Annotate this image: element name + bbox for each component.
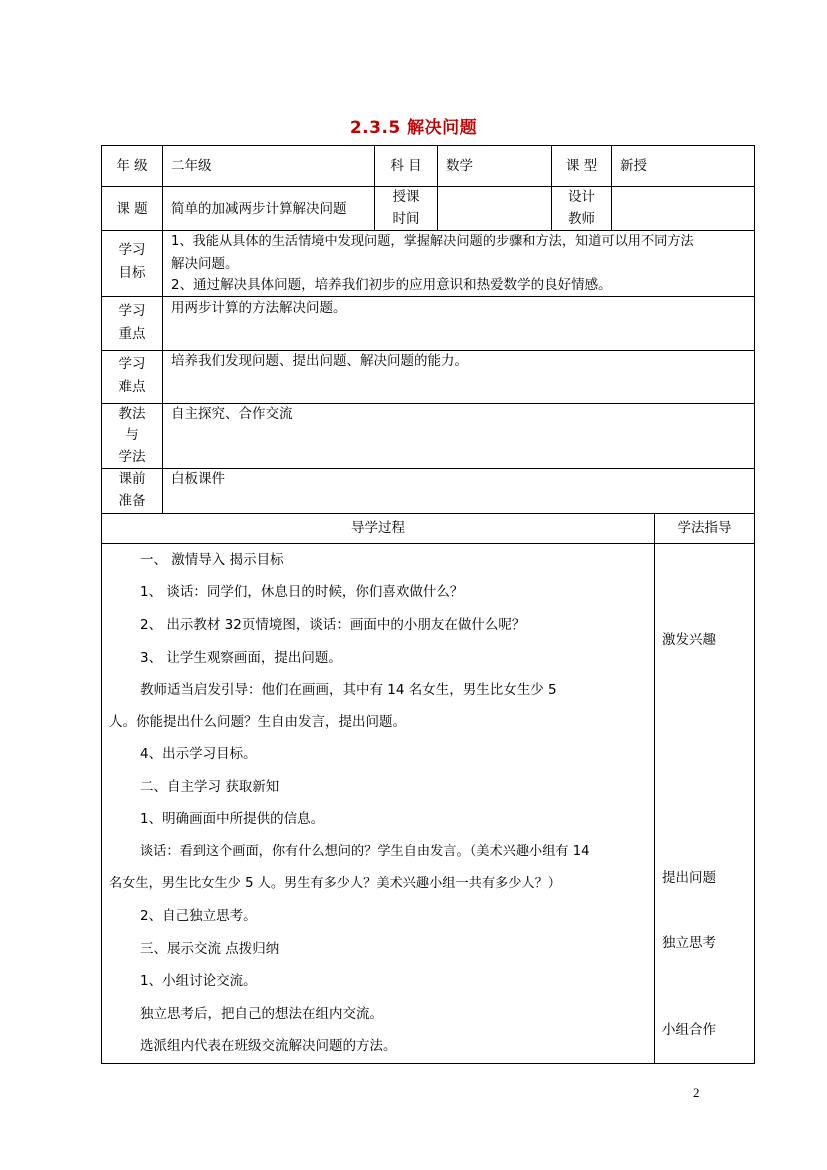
key-text: 用两步计算的方法解决问题。 [171,300,347,316]
process-line: 名女生，男生比女生少 5 人。男生有多少人？美术兴趣小组一共有多少人？） [109,876,561,891]
process-line: 选派组内代表在班级交流解决问题的方法。 [140,1038,397,1054]
process-line: 二、自主学习 获取新知 [140,779,280,795]
method-label-line2: 与 [125,427,139,443]
process-line: 独立思考后，把自己的想法在组内交流。 [140,1006,383,1022]
document-title: 2.3.5 解决问题 [349,118,478,138]
guide-header: 学法指导 [677,520,732,536]
prep-text: 白板课件 [171,471,225,487]
key-label-line1: 学习 [118,303,146,319]
time-label-line2: 时间 [392,211,420,227]
process-header: 导学过程 [351,520,405,536]
guide-item: 小组合作 [662,1022,716,1038]
process-line: 1、明确画面中所提供的信息。 [140,811,325,827]
prep-label-line2: 准备 [118,493,146,509]
time-label-line1: 授课 [392,189,420,205]
process-line: 三、展示交流 点拨归纳 [140,941,280,957]
page-number: 2 [693,1085,700,1100]
method-label-line3: 学法 [118,449,146,465]
key-label-line2: 重点 [118,326,146,342]
topic-label: 课 题 [116,201,148,217]
difficulty-text: 培养我们发现问题、提出问题、解决问题的能力。 [171,353,468,369]
guide-item: 独立思考 [662,935,716,951]
process-line: 2、自己独立思考。 [140,908,257,924]
type-value: 新授 [620,158,647,174]
process-line: 2、 出示教材 32页情境图，谈话：画面中的小朋友在做什么呢？ [140,617,526,633]
subject-label: 科 目 [390,158,422,174]
difficulty-label-line1: 学习 [118,356,146,372]
grade-value: 二年级 [171,158,212,174]
prep-label-line1: 课前 [118,471,146,487]
grade-label: 年 级 [116,158,148,174]
goal-text-line2: 解决问题。 [171,256,239,272]
topic-value: 简单的加减两步计算解决问题 [171,201,347,217]
process-line: 4、出示学习目标。 [140,746,257,762]
goal-text-line3: 2、通过解决具体问题，培养我们初步的应用意识和热爱数学的良好情感。 [171,277,612,293]
designer-label-line2: 教师 [568,211,595,227]
guide-item: 激发兴趣 [662,632,716,648]
process-line: 人。你能提出什么问题？生自由发言，提出问题。 [109,714,406,730]
method-text: 自主探究、合作交流 [171,406,293,422]
goal-label-line1: 学习 [118,242,146,258]
process-line: 1、 谈话：同学们，休息日的时候，你们喜欢做什么？ [140,584,464,600]
designer-label-line1: 设计 [568,189,595,205]
process-line: 3、 让学生观察画面，提出问题。 [140,650,342,666]
goal-label-line2: 目标 [118,265,146,281]
goal-text-line1: 1、我能从具体的生活情境中发现问题，掌握解决问题的步骤和方法，知道可以用不同方法 [171,234,694,249]
process-line: 一、 激情导入 揭示目标 [140,552,284,568]
method-label-line1: 教法 [118,406,146,422]
process-line: 1、小组讨论交流。 [140,973,257,989]
type-label: 课 型 [565,158,598,174]
process-line: 教师适当启发引导：他们在画画，其中有 14 名女生，男生比女生少 5 [140,682,557,698]
subject-value: 数学 [446,158,473,174]
guide-item: 提出问题 [662,870,716,886]
process-line: 谈话：看到这个画面，你有什么想问的？学生自由发言。（美术兴趣小组有 14 [140,844,590,859]
difficulty-label-line2: 难点 [118,379,146,395]
